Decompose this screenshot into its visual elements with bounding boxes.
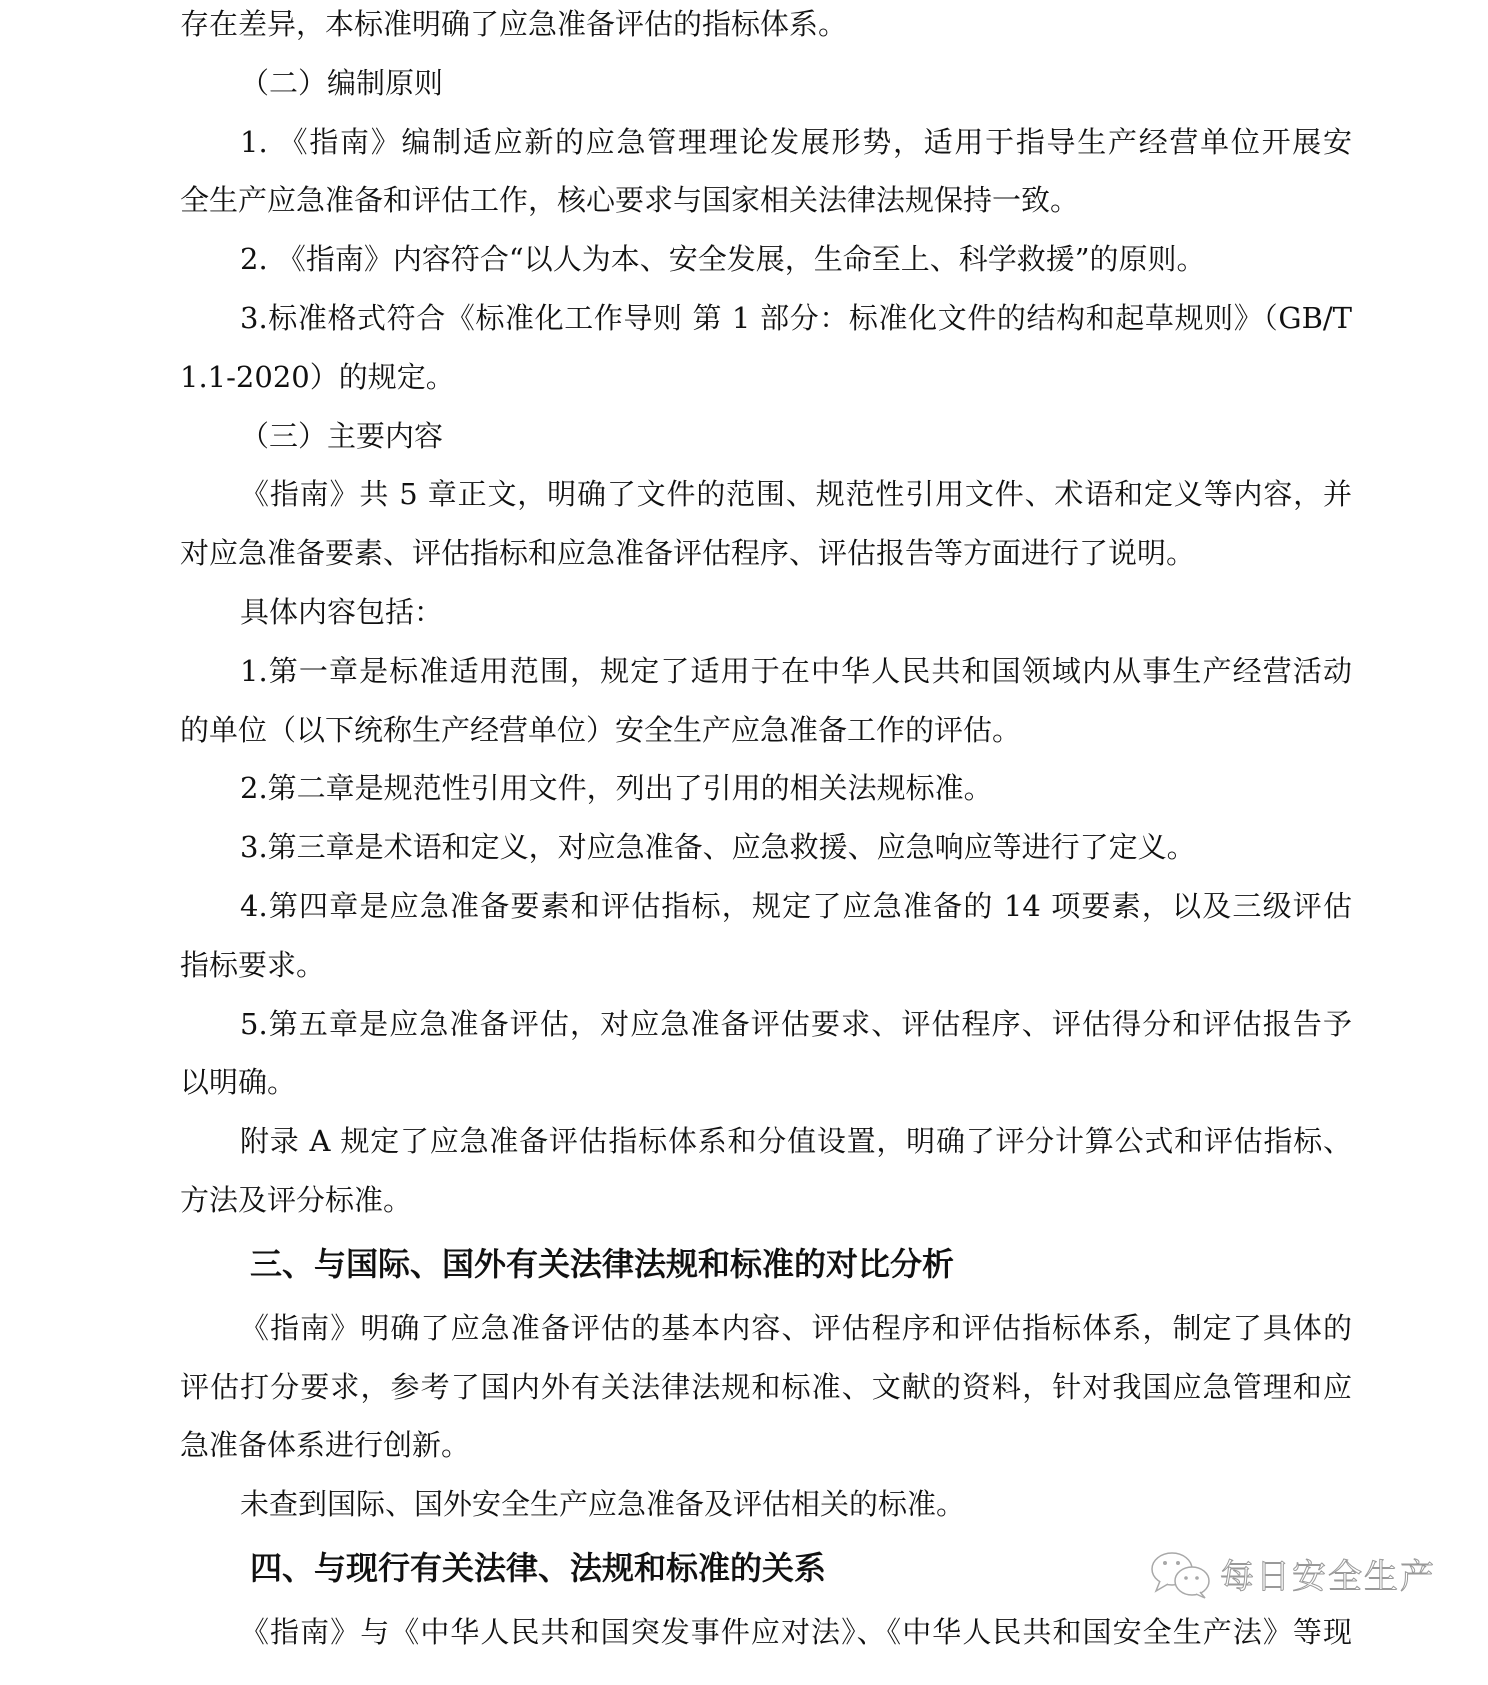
paragraph <box>180 289 1352 407</box>
text-line: 1.第一章是标准适用范围，规定了适用于在中华人民共和国领域内从事生产经营活动 <box>240 653 1352 688</box>
paragraph <box>180 995 1352 1113</box>
section-heading: 四、与现行有关法律、法规和标准的关系 <box>250 1548 827 1587</box>
paragraph <box>180 230 1352 289</box>
text-line: 以明确。 <box>180 1065 297 1100</box>
text-line: 方法及评分标准。 <box>180 1182 413 1217</box>
text-line: （三）主要内容 <box>240 418 444 453</box>
text-line: （二）编制原则 <box>240 65 444 100</box>
paragraph <box>180 407 1352 466</box>
paragraph <box>180 1112 1352 1230</box>
text-line: 全生产应急准备和评估工作，核心要求与国家相关法律法规保持一致。 <box>180 183 1080 218</box>
paragraph <box>180 54 1352 113</box>
paragraph <box>180 465 1352 583</box>
paragraph <box>180 1299 1352 1475</box>
section-heading: 三、与国际、国外有关法律法规和标准的对比分析 <box>250 1244 955 1283</box>
paragraph <box>180 642 1352 760</box>
paragraph <box>180 1475 1352 1534</box>
paragraph <box>180 583 1352 642</box>
watermark-text: 每日安全生产 <box>1220 1557 1436 1597</box>
text-line: 《指南》明确了应急准备评估的基本内容、评估程序和评估指标体系，制定了具体的 <box>240 1310 1352 1345</box>
text-line: 未查到国际、国外安全生产应急准备及评估相关的标准。 <box>240 1487 966 1522</box>
paragraph <box>180 877 1352 995</box>
text-line: 1.1-2020）的规定。 <box>180 359 455 394</box>
text-line: 评估打分要求，参考了国内外有关法律法规和标准、文献的资料，针对我国应急管理和应 <box>180 1369 1352 1404</box>
text-line: 2.第二章是规范性引用文件，列出了引用的相关法规标准。 <box>240 771 993 806</box>
wechat-icon <box>1150 1551 1212 1604</box>
watermark <box>1150 1552 1436 1602</box>
text-line: 5.第五章是应急准备评估，对应急准备评估要求、评估程序、评估得分和评估报告予 <box>240 1006 1352 1041</box>
text-line: 的单位（以下统称生产经营单位）安全生产应急准备工作的评估。 <box>180 712 1022 747</box>
text-line: 具体内容包括： <box>240 594 444 629</box>
text-line: 急准备体系进行创新。 <box>180 1428 471 1463</box>
paragraph <box>180 818 1352 877</box>
paragraph <box>180 0 1352 54</box>
text-line: 3.第三章是术语和定义，对应急准备、应急救援、应急响应等进行了定义。 <box>240 830 1196 865</box>
text-line: 1. 《指南》编制适应新的应急管理理论发展形势，适用于指导生产经营单位开展安 <box>240 124 1352 159</box>
paragraph <box>180 113 1352 231</box>
text-line: 《指南》与《中华人民共和国突发事件应对法》、《中华人民共和国安全生产法》等现 <box>240 1614 1352 1649</box>
document-body <box>180 0 1352 1662</box>
text-line: 对应急准备要素、评估指标和应急准备评估程序、评估报告等方面进行了说明。 <box>180 536 1196 571</box>
text-line: 《指南》共 5 章正文，明确了文件的范围、规范性引用文件、术语和定义等内容，并 <box>240 477 1352 512</box>
text-line: 附录 A 规定了应急准备评估指标体系和分值设置，明确了评分计算公式和评估指标、 <box>240 1124 1352 1159</box>
section-heading-row <box>180 1230 1352 1299</box>
text-line: 4.第四章是应急准备要素和评估指标，规定了应急准备的 14 项要素，以及三级评估 <box>240 888 1352 923</box>
text-line: 2. 《指南》内容符合“以人为本、安全发展，生命至上、科学救援”的原则。 <box>240 242 1206 277</box>
text-line: 指标要求。 <box>180 947 326 982</box>
paragraph <box>180 759 1352 818</box>
text-line: 存在差异，本标准明确了应急准备评估的指标体系。 <box>180 7 848 41</box>
text-line: 3.标准格式符合《标准化工作导则 第 1 部分：标准化文件的结构和起草规则》（GB/T <box>240 300 1352 335</box>
paragraph <box>180 1603 1352 1662</box>
